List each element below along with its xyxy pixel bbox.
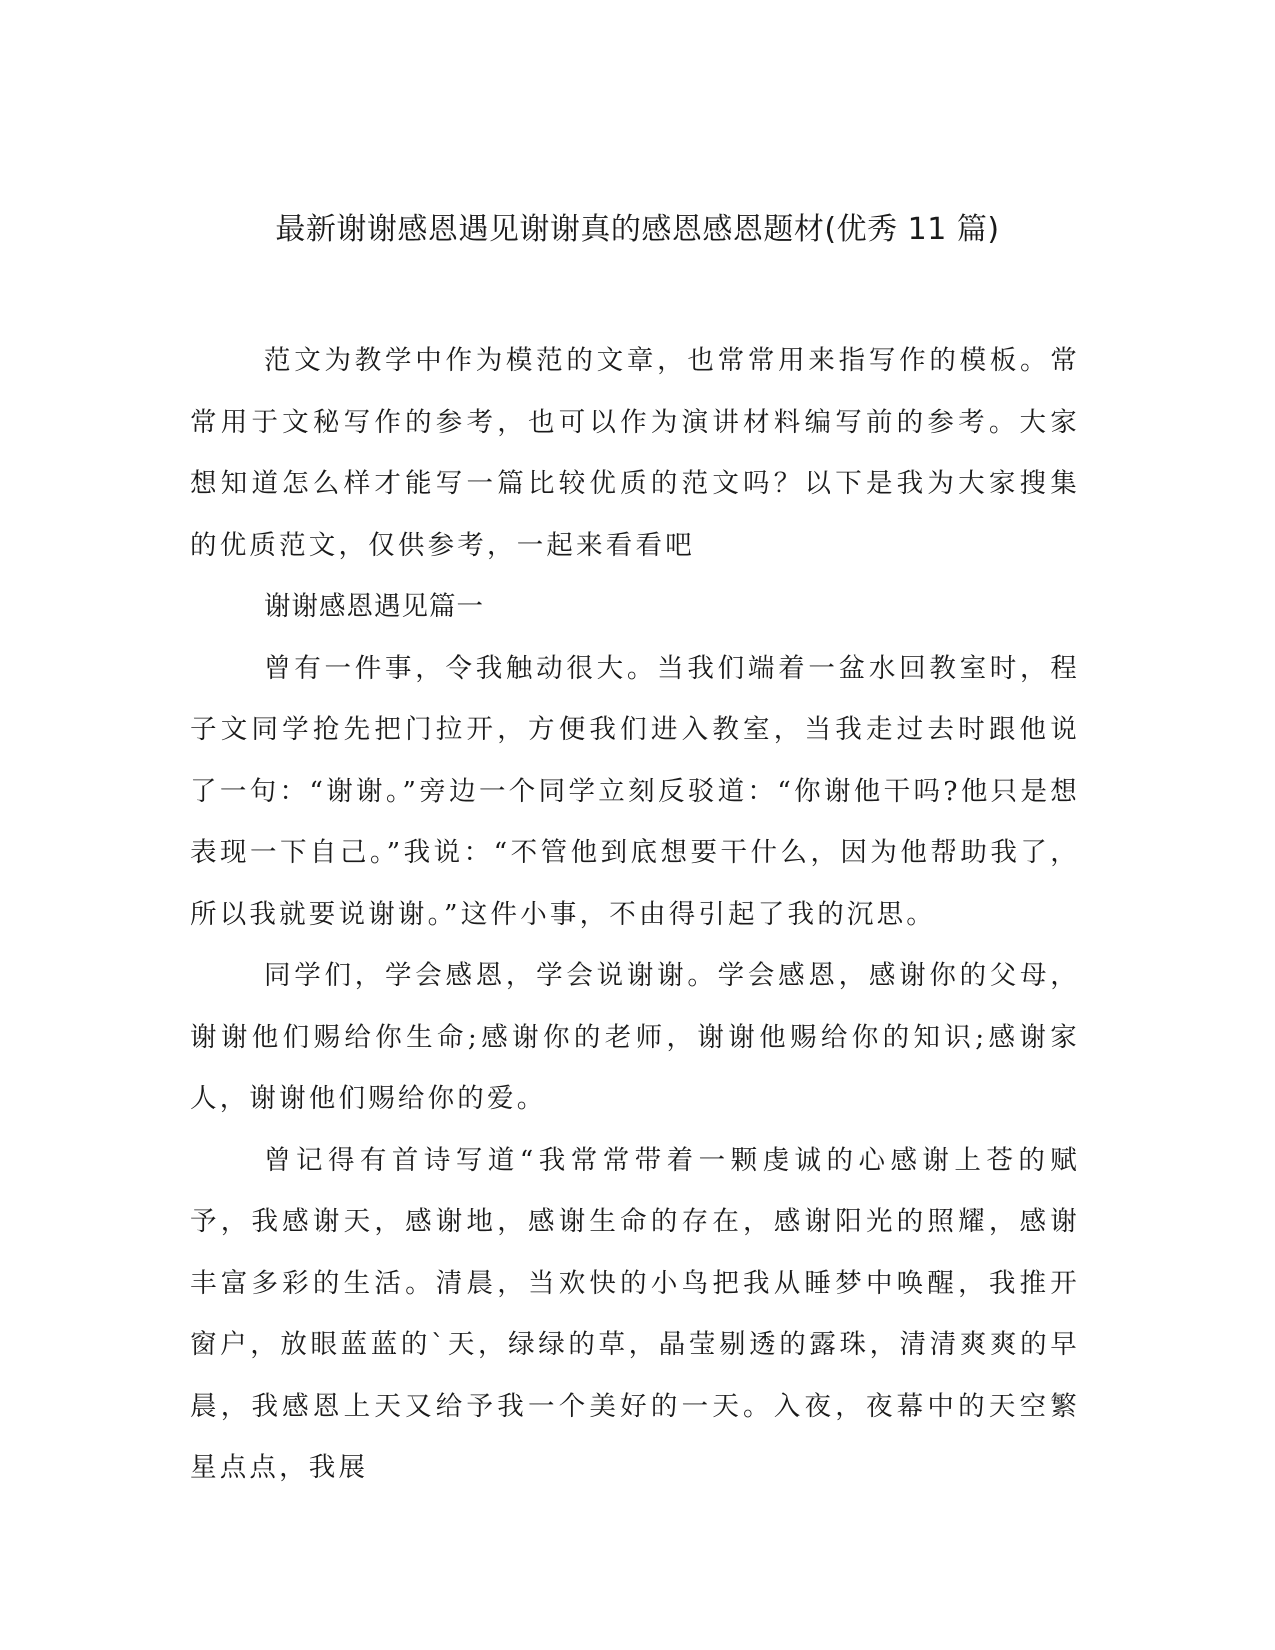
- intro-paragraph: 范文为教学中作为模范的文章，也常常用来指写作的模板。常常用于文秘写作的参考，也可以作为演讲材料编写前的参考。大家想知道怎么样才能写一篇比较优质的范文吗？以下是我为大家搜集的优质范文，仅供参考，一起来看看吧: [190, 345, 1080, 561]
- body-paragraph-2: 同学们，学会感恩，学会说谢谢。学会感恩，感谢你的父母，谢谢他们赐给你生命;感谢你的老师，谢谢他赐给你的知识;感谢家人，谢谢他们赐给你的爱。: [190, 960, 1080, 1114]
- body-paragraph-1: 曾有一件事，令我触动很大。当我们端着一盆水回教室时，程子文同学抢先把门拉开，方便我们进入教室，当我走过去时跟他说了一句：“谢谢。”旁边一个同学立刻反驳道：“你谢他干吗?他只是想表现一下自己。”我说：“不管他到底想要干什么，因为他帮助我了，所以我就要说谢谢。”这件小事，不由得引起了我的沉思。: [190, 652, 1080, 930]
- document-body: [190, 330, 1080, 1499]
- body-paragraph-3: 曾记得有首诗写道“我常常带着一颗虔诚的心感谢上苍的赋予，我感谢天，感谢地，感谢生命的存在，感谢阳光的照耀，感谢丰富多彩的生活。清晨，当欢快的小鸟把我从睡梦中唤醒，我推开窗户，放眼蓝蓝的`天，绿绿的草，晶莹剔透的露珠，清清爽爽的早晨，我感恩上天又给予我一个美好的一天。入夜，夜幕中的天空繁星点点，我展: [190, 1144, 1080, 1483]
- document-title: 最新谢谢感恩遇见谢谢真的感恩感恩题材(优秀 11 篇): [275, 212, 1000, 247]
- section-heading: 谢谢感恩遇见篇一: [264, 591, 484, 622]
